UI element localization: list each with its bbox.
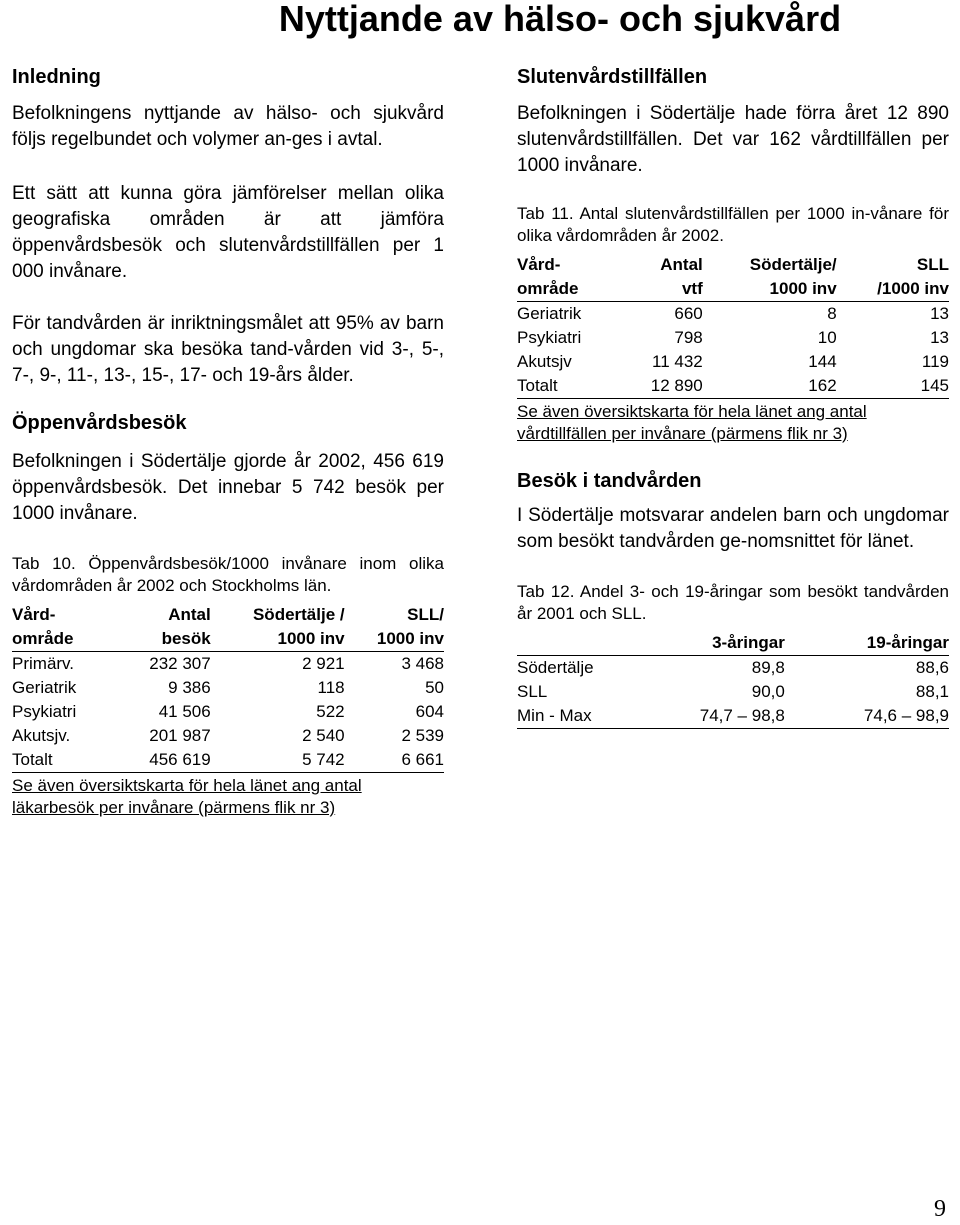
section-heading-inledning: Inledning xyxy=(12,66,101,88)
table-row xyxy=(517,374,949,399)
section-heading-oppenvard: Öppenvårdsbesök xyxy=(12,412,187,434)
table-row xyxy=(517,680,949,704)
table-cell: 2 540 xyxy=(302,726,345,745)
table-10-caption: Tab 10. Öppenvårdsbesök/1000 invånare inom olika vårdområden år 2002 och Stockholms län. xyxy=(12,554,444,595)
table-header-cell: område xyxy=(12,629,74,648)
table-cell: 90,0 xyxy=(751,682,785,701)
table-cell: 2 539 xyxy=(401,726,444,745)
table-row xyxy=(12,652,444,677)
table-cell: 11 432 xyxy=(652,352,703,371)
table-row xyxy=(517,350,949,374)
table-header-cell: vtf xyxy=(681,279,703,298)
table-row xyxy=(12,748,444,773)
table-header-cell: SLL xyxy=(916,255,949,274)
table-cell: 456 619 xyxy=(149,750,211,769)
table-cell: 162 xyxy=(808,376,837,395)
table-header-cell: Södertälje/ xyxy=(749,255,837,274)
table-header-cell: 19-åringar xyxy=(866,633,949,652)
table-cell: 145 xyxy=(920,376,949,395)
table-cell: 8 xyxy=(827,304,837,323)
table-cell: Geriatrik xyxy=(12,678,77,697)
table-header-cell: besök xyxy=(161,629,211,648)
table-cell: 3 468 xyxy=(401,654,444,673)
table-header-cell xyxy=(517,631,638,656)
oppenvard-paragraph: Befolkningen i Södertälje gjorde år 2002, 456 619 öppenvårdsbesök. Det innebar 5 742 besök per 1000 invånare. xyxy=(12,451,444,524)
table-cell: Geriatrik xyxy=(517,304,582,323)
page-number: 9 xyxy=(934,1196,946,1222)
table-cell: 74,7 – 98,8 xyxy=(699,706,785,725)
table-cell: 119 xyxy=(921,352,949,371)
table-row xyxy=(517,656,949,681)
table-header-cell: 1000 inv xyxy=(277,629,345,648)
table-header-cell: Antal xyxy=(660,255,703,274)
table-cell: 522 xyxy=(316,702,345,721)
table-cell: 232 307 xyxy=(149,654,211,673)
table-cell: 6 661 xyxy=(401,750,444,769)
table-cell: 144 xyxy=(808,352,837,371)
table-cell: 12 890 xyxy=(650,376,703,395)
table-10 xyxy=(12,603,444,773)
right-column xyxy=(517,63,949,729)
table-header-cell: Antal xyxy=(168,605,211,624)
table-cell: 660 xyxy=(674,304,703,323)
intro-paragraph-3: För tandvården är inriktningsmålet att 95% av barn och ungdomar ska besöka tand-vården vid 3-, 5-, 7-, 9-, 11-, 13-, 15-, 17- och 19-års ålder. xyxy=(12,313,444,386)
table-cell: 10 xyxy=(817,328,837,347)
table-header-cell: Södertälje / xyxy=(252,605,345,624)
table-12-caption: Tab 12. Andel 3- och 19-åringar som besökt tandvården år 2001 och SLL. xyxy=(517,582,949,623)
table-cell: 88,1 xyxy=(915,682,949,701)
table-row xyxy=(517,302,949,327)
table-cell: 13 xyxy=(930,328,949,347)
table-cell: Totalt xyxy=(12,750,53,769)
table-cell: 89,8 xyxy=(751,658,785,677)
table-11-caption: Tab 11. Antal slutenvårdstillfällen per 1000 in-vånare för olika vårdområden år 2002. xyxy=(517,204,949,245)
table-11 xyxy=(517,253,949,399)
table-cell: Psykiatri xyxy=(12,702,77,721)
table-cell: Psykiatri xyxy=(517,328,582,347)
table-row xyxy=(12,724,444,748)
table-cell: Primärv. xyxy=(12,654,75,673)
table-header-cell: /1000 inv xyxy=(877,279,949,298)
section-heading-slutenvard: Slutenvårdstillfällen xyxy=(517,66,708,88)
left-column xyxy=(12,63,444,819)
table-12 xyxy=(517,631,949,729)
table-row xyxy=(12,676,444,700)
table-11-map-link[interactable]: Se även översiktskarta för hela länet ang antal vårdtillfällen per invånare (pärmens flik nr 3) xyxy=(517,402,867,443)
table-header-cell: 1000 inv xyxy=(376,629,444,648)
table-cell: SLL xyxy=(517,682,548,701)
table-cell: 13 xyxy=(930,304,949,323)
table-cell: 74,6 – 98,9 xyxy=(863,706,949,725)
table-cell: 9 386 xyxy=(168,678,211,697)
page-title: Nyttjande av hälso- och sjukvård xyxy=(278,0,842,39)
table-cell: Totalt xyxy=(517,376,558,395)
table-row xyxy=(517,704,949,729)
table-cell: 118 xyxy=(317,678,345,697)
table-cell: 88,6 xyxy=(915,658,949,677)
intro-paragraph-2: Ett sätt att kunna göra jämförelser mellan olika geografiska områden är att jämföra öppenvårdsbesök och slutenvårdstillfällen per 1 000 invånare. xyxy=(12,183,444,282)
table-cell: 41 506 xyxy=(158,702,211,721)
table-cell: 201 987 xyxy=(149,726,211,745)
table-header-cell: SLL/ xyxy=(407,605,444,624)
table-header-cell: område xyxy=(517,279,579,298)
table-header-cell: Vård- xyxy=(517,255,561,274)
section-heading-tandvard: Besök i tandvården xyxy=(517,470,702,492)
table-cell: Akutsjv. xyxy=(12,726,71,745)
table-header-cell: Vård- xyxy=(12,605,56,624)
slutenvard-paragraph: Befolkningen i Södertälje hade förra året 12 890 slutenvårdstillfällen. Det var 162 vårdtillfällen per 1000 invånare. xyxy=(517,103,949,176)
table-row xyxy=(517,326,949,350)
table-cell: 2 921 xyxy=(302,654,345,673)
table-header-cell: 3-åringar xyxy=(712,633,785,652)
tandvard-paragraph: I Södertälje motsvarar andelen barn och ungdomar som besökt tandvården ge-nomsnittet för länet. xyxy=(517,505,949,552)
table-cell: 798 xyxy=(674,328,703,347)
table-cell: Akutsjv xyxy=(517,352,572,371)
table-row xyxy=(12,700,444,724)
table-cell: Södertälje xyxy=(517,658,594,677)
table-cell: 604 xyxy=(415,702,444,721)
table-cell: 5 742 xyxy=(302,750,345,769)
intro-paragraph-1: Befolkningens nyttjande av hälso- och sjukvård följs regelbundet och volymer an-ges i avtal. xyxy=(12,103,444,150)
table-cell: Min - Max xyxy=(517,706,592,725)
table-header-cell: 1000 inv xyxy=(769,279,837,298)
table-cell: 50 xyxy=(425,678,444,697)
table-10-map-link[interactable]: Se även översiktskarta för hela länet ang antal läkarbesök per invånare (pärmens flik nr 3) xyxy=(12,776,362,817)
